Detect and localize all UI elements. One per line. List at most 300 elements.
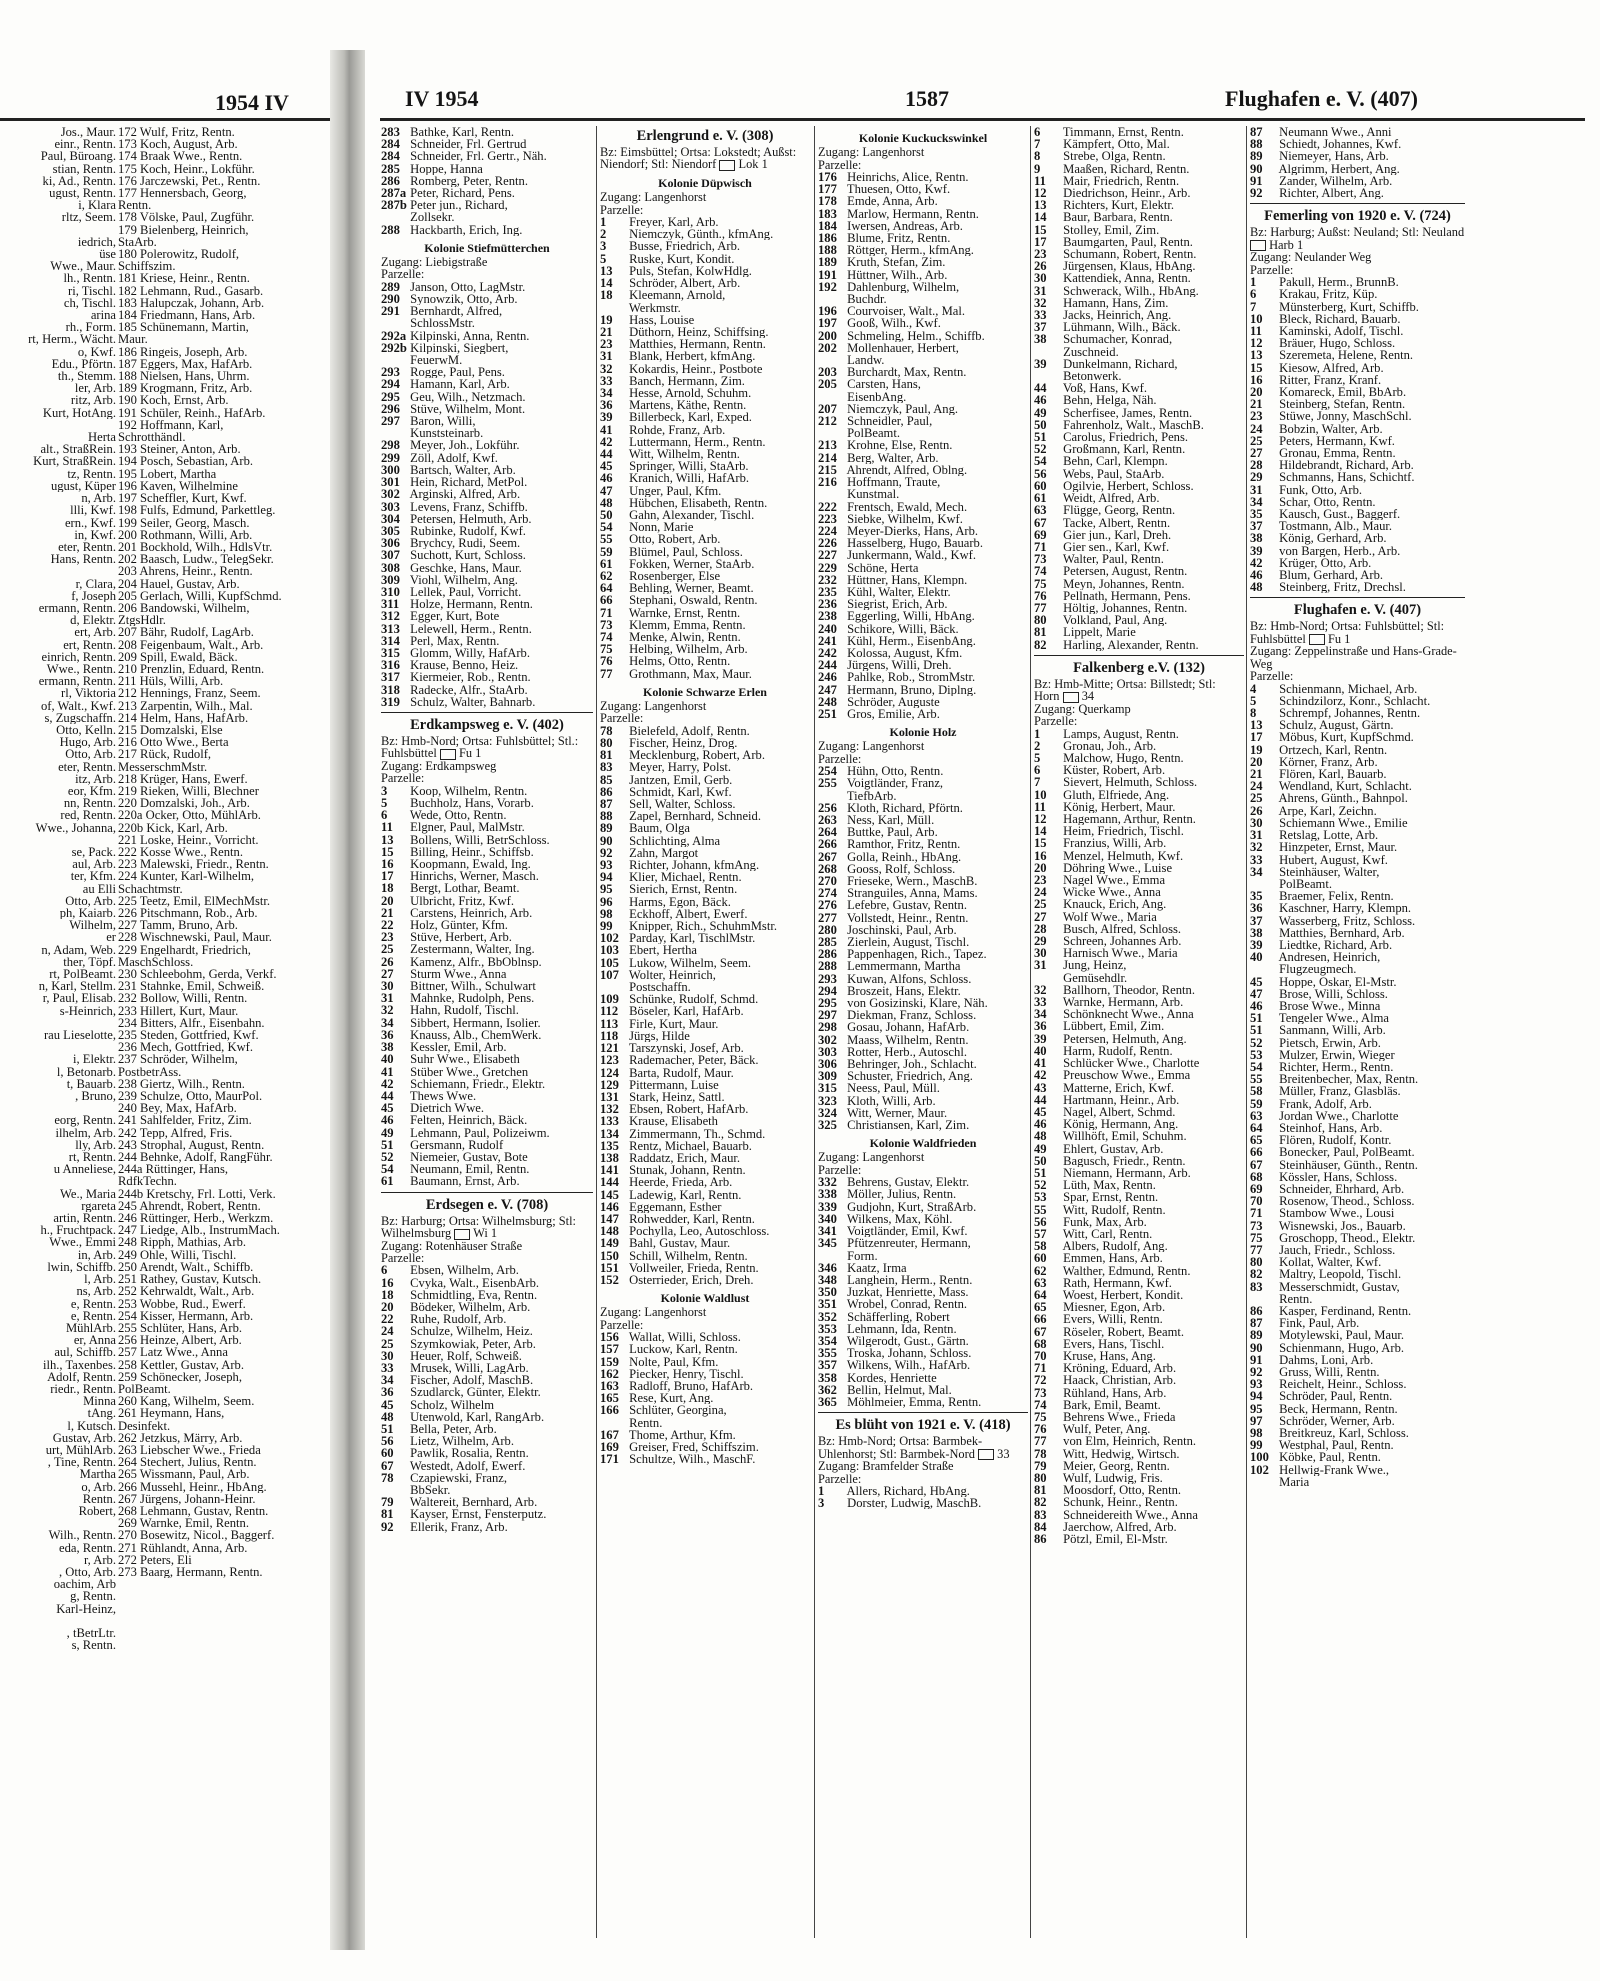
plot-number: 80 [1034, 614, 1047, 627]
directory-entry [818, 464, 1028, 476]
entry-text: Warnke, Emil, Rentn. [136, 1517, 249, 1530]
plot-number: 44 [1034, 382, 1047, 395]
directory-entry [1250, 780, 1465, 792]
entry-text: Utenwold, Karl, RangArb. [407, 1410, 545, 1424]
section-meta-office: Fu 1 [458, 746, 482, 761]
entry-text: Kattendiek, Anna, Rentn. [1060, 272, 1191, 285]
entry-text: Romberg, Peter, Rentn. [407, 174, 528, 188]
cut-entry-fragment: rgareta [81, 1199, 116, 1213]
plot-number: 42 [381, 1077, 394, 1090]
entry-text: Niemczyk, Paul, Ang. [844, 402, 959, 416]
entry-text: Bonecker, Paul, PolBeamt. [1276, 1146, 1415, 1159]
cut-entry-fragment: e, Rentn. [70, 1297, 116, 1310]
plot-number: 62 [600, 569, 613, 583]
directory-entry [118, 163, 328, 175]
plot-number: 52 [1250, 1036, 1263, 1049]
directory-entry [1034, 972, 1244, 984]
entry-text: Hinzpeter, Ernst, Maur. [1276, 841, 1398, 854]
entry-text: Ripph, Mathias, Arb. [136, 1236, 247, 1249]
plot-number: 28 [1034, 922, 1047, 936]
entry-text: Steinhof, Hans, Arb. [1276, 1121, 1383, 1135]
entry-text: Cvyka, Walt., EisenbArb. [407, 1276, 540, 1289]
running-head-right: Flughafen e. V. (407) [1225, 86, 1418, 111]
entry-text: Schüler, Reinh., HafArb. [136, 406, 266, 419]
entry-text: Springer, Willi, StaArb. [626, 460, 749, 473]
entry-text: Hoppe, Oskar, El-Mstr. [1276, 975, 1397, 988]
entry-text: Helms, Otto, Rentn. [626, 655, 731, 668]
entry-text: Schöne, Herta [844, 561, 919, 574]
plot-number: 23 [381, 931, 394, 944]
entry-text: Krause, Elisabeth [626, 1115, 718, 1128]
directory-entry [1034, 236, 1244, 248]
plot-number: 196 [118, 479, 137, 493]
section-meta [600, 146, 810, 171]
entry-text: Krogmann, Fritz, Arb. [136, 382, 253, 395]
directory-entry [1034, 1057, 1244, 1069]
directory-entry [818, 912, 1028, 924]
plot-number: 71 [1034, 540, 1047, 554]
entry-text: Lellek, Paul, Vorricht. [407, 585, 522, 599]
entry-text: Schröder, Albert, Arb. [626, 277, 741, 290]
plot-number: 72 [1034, 1374, 1047, 1387]
plot-number: 41 [1034, 1057, 1047, 1070]
directory-entry [600, 920, 810, 932]
section-meta-office: Wi 1 [473, 1225, 498, 1240]
entry-text: Warnke, Ernst, Rentn. [626, 606, 741, 619]
cut-entry-fragment: l, Betonarb. [56, 1065, 116, 1078]
plot-number: 304 [381, 512, 400, 525]
directory-entry [1034, 1533, 1244, 1545]
entry-text: Kröning, Eduard, Arb. [1060, 1362, 1177, 1375]
cut-entry-fragment: ern., Kwf. [64, 516, 116, 529]
plot-number: 229 [818, 561, 837, 574]
entry-text: Schuster, Friedrich, Ang. [844, 1070, 973, 1083]
plot-number: 37 [1250, 520, 1263, 533]
plot-number: 216 [818, 476, 837, 489]
plot-number: 292a [381, 329, 407, 342]
cut-entry-fragment: g, Rentn. [70, 1590, 116, 1603]
entry-text: Ahrens, Günth., Bahnpol. [1276, 792, 1408, 805]
plot-number: 48 [1250, 581, 1263, 594]
entry-text: Hubert, August, Kwf. [1276, 853, 1388, 866]
entry-text: Nonn, Marie [626, 521, 694, 534]
entry-text: Ebsen, Wilhelm, Arb. [407, 1264, 519, 1277]
cut-entry-fragment: ermann, Rentn. [38, 601, 116, 615]
directory-entry [1250, 545, 1465, 557]
directory-entry [1250, 1012, 1465, 1024]
plot-number: 232 [118, 992, 137, 1005]
directory-entry [118, 931, 328, 943]
plot-number: 87 [1250, 1317, 1263, 1330]
directory-entry [1250, 1256, 1465, 1268]
entry-text: Diedrichson, Heinr., Arb. [1060, 187, 1191, 200]
plot-number: 99 [1250, 1439, 1263, 1452]
directory-entry [600, 509, 810, 521]
directory-entry [118, 1517, 328, 1529]
entry-text: Reichelt, Heinr., Schloss. [1276, 1378, 1407, 1391]
running-head-left: IV 1954 [405, 86, 479, 111]
plot-number: 293 [381, 366, 400, 379]
directory-entry [600, 265, 810, 277]
plot-number: 77 [1034, 601, 1047, 615]
plot-number: 315 [818, 1082, 837, 1095]
plot-number: 270 [118, 1529, 137, 1542]
cut-entry-fragment: urt, MühlArb. [45, 1443, 116, 1457]
entry-text: Schröder, Werner, Arb. [1276, 1414, 1395, 1428]
directory-entry [600, 1417, 810, 1429]
entry-text: Wischnewski, Paul, Maur. [136, 931, 272, 944]
directory-entry [381, 464, 593, 476]
entry-text: Eggemann, Esther [626, 1200, 722, 1213]
entry-text: Matthies, Hermann, Rentn. [626, 338, 766, 351]
entry-text: Pahlke, Rob., StromMstr. [844, 671, 976, 684]
entry-text: Schröder, Wilhelm, [136, 1053, 238, 1066]
entry-text: Lehmann, Paul, Polizeiwm. [407, 1126, 550, 1139]
section-parzelle-label: Parzelle: [1034, 714, 1078, 729]
entry-text: Nolte, Paul, Kfm. [626, 1355, 719, 1368]
entry-text: Broszeit, Hans, Elektr. [844, 984, 961, 998]
directory-entry [600, 253, 810, 265]
entry-text: Frank, Adolf, Arb. [1276, 1097, 1372, 1110]
directory-entry [1034, 431, 1244, 443]
cut-entry-fragment: red, Rentn. [60, 809, 116, 822]
plot-number: 2 [600, 228, 607, 241]
directory-entry [1034, 602, 1244, 614]
plot-number: 247 [818, 683, 837, 696]
directory-entry [381, 684, 593, 696]
plot-number: 1 [1034, 727, 1041, 740]
directory-entry [118, 394, 328, 406]
plot-number: 308 [381, 561, 400, 574]
directory-entry [600, 737, 810, 749]
plot-number: 29 [1250, 471, 1263, 484]
entry-text: Koch, August, Arb. [136, 138, 238, 151]
entry-text: Friedmann, Hans, Arb. [136, 309, 256, 322]
plot-number: 12 [1034, 187, 1047, 200]
directory-entry [600, 908, 810, 920]
directory-entry [118, 1212, 328, 1224]
plot-number: 358 [818, 1371, 837, 1384]
section-access: Zugang: Liebigstraße [381, 255, 488, 270]
directory-entry [118, 529, 328, 541]
directory-entry [118, 175, 328, 187]
directory-entry [600, 981, 810, 993]
plot-number: 284 [381, 138, 400, 151]
directory-entry [600, 1152, 810, 1164]
directory-entry [1250, 1329, 1465, 1341]
section-meta [1034, 678, 1244, 703]
plot-number: 13 [600, 264, 613, 278]
plot-number: 51 [1034, 431, 1047, 444]
plot-number: 34 [381, 1374, 394, 1387]
plot-number: 256 [818, 801, 837, 814]
directory-entry [118, 858, 328, 870]
entry-text: Schneider, Ehrhard, Arb. [1276, 1182, 1405, 1196]
plot-number: 61 [600, 557, 613, 570]
entry-text: Gier jun., Karl, Dreh. [1060, 528, 1172, 541]
entry-text: Wilkens, Max, Köhl. [844, 1212, 953, 1226]
plot-number: 51 [381, 1138, 394, 1151]
directory-entry [1250, 963, 1465, 975]
plot-number: 56 [1034, 467, 1047, 480]
cut-entry-fragment: üse [99, 248, 116, 261]
directory-entry [600, 546, 810, 558]
entry-text: Kick, Karl, Arb. [143, 821, 228, 834]
entry-text: Behringer, Joh., Schlacht. [844, 1058, 977, 1071]
directory-entry [381, 598, 593, 610]
entry-text: Kosse Wwe., Rentn. [136, 845, 243, 859]
plot-number: 34 [1250, 865, 1263, 878]
entry-text: Helbing, Wilhelm, Arb. [626, 643, 748, 656]
plot-number: 202 [118, 553, 137, 566]
entry-text: Stranguiles, Anna, Mams. [844, 887, 978, 900]
plot-number: 17 [381, 870, 394, 883]
plot-number: 67 [1034, 1325, 1047, 1338]
plot-number: 19 [600, 313, 613, 326]
plot-number: 241 [118, 1114, 137, 1127]
plot-number: 33 [600, 374, 613, 387]
entry-text: Zahn, Margot [626, 846, 699, 860]
entry-text: Firle, Kurt, Maur. [626, 1017, 719, 1030]
plot-number: 86 [600, 785, 613, 799]
directory-entry [818, 997, 1028, 1009]
entry-text: Geu, Wilh., Netzmach. [407, 390, 526, 403]
entry-text: Hasselberg, Hugo, Bauarb. [844, 537, 983, 550]
entry-text: Geschke, Hans, Maur. [407, 561, 522, 574]
plot-number: 33 [1250, 853, 1263, 866]
directory-entry [1250, 520, 1465, 532]
directory-entry [381, 586, 593, 598]
plot-number: 179 [118, 223, 137, 236]
plot-number: 311 [381, 598, 400, 611]
directory-entry [600, 607, 810, 619]
plot-number: 87 [1250, 126, 1263, 139]
entry-text: Schienmann, Michael, Arb. [1276, 682, 1418, 695]
plot-number: 32 [1034, 296, 1047, 310]
plot-number: 306 [381, 537, 400, 550]
directory-entry [381, 537, 593, 549]
entry-text: Thews Wwe. [407, 1089, 477, 1103]
plot-number: 25 [381, 943, 394, 956]
directory-entry [818, 244, 1028, 256]
plot-number: 64 [1250, 1121, 1263, 1135]
directory-entry [818, 1485, 1028, 1497]
cut-entry-fragment: itz, Arb. [75, 772, 116, 785]
directory-entry [118, 541, 328, 553]
plot-number: 62 [1034, 1264, 1047, 1277]
cut-entry-fragment: o, Arb. [81, 1480, 116, 1493]
plot-number: 92 [1250, 1366, 1263, 1379]
entry-text: Schiemann, Friedr., Elektr. [407, 1077, 546, 1090]
directory-entry [118, 260, 328, 272]
plot-number: 46 [1250, 568, 1263, 582]
directory-entry [1034, 1387, 1244, 1399]
directory-entry [118, 992, 328, 1004]
entry-text: Kunstmal. [844, 488, 900, 501]
entry-text: Bandowski, Wilhelm, [136, 601, 250, 615]
plot-number: 12 [1250, 337, 1263, 350]
plot-number: 7 [1034, 138, 1041, 151]
directory-entry [818, 1237, 1028, 1249]
entry-text: Bartsch, Walter, Arb. [407, 463, 516, 477]
plot-number: 16 [381, 858, 394, 871]
plot-number: 23 [600, 338, 613, 351]
plot-number: 324 [818, 1106, 837, 1120]
entry-list [818, 171, 1028, 720]
entry-text: Knauss, Alb., ChemWerk. [407, 1028, 542, 1042]
directory-entry [381, 1374, 593, 1386]
entry-text: Sierich, Ernst, Rentn. [626, 883, 738, 896]
plot-number: 302 [381, 488, 400, 501]
plot-number: 102 [600, 932, 619, 945]
entry-text: Meier, Georg, Rentn. [1060, 1459, 1170, 1472]
entry-text: Dietrich Wwe. [407, 1102, 485, 1115]
entry-text: Zimmermann, Th., Schmd. [626, 1127, 766, 1140]
directory-entry [1034, 1179, 1244, 1191]
entry-text: Schar, Otto, Rentn. [1276, 495, 1376, 508]
plot-number: 309 [381, 573, 400, 586]
directory-entry [818, 936, 1028, 948]
entry-text: Jung, Heinz, [1060, 959, 1127, 972]
plot-number: 19 [1250, 743, 1263, 756]
directory-entry [818, 293, 1028, 305]
plot-number: 242 [818, 646, 837, 660]
plot-number: 52 [1034, 443, 1047, 456]
directory-entry [118, 455, 328, 467]
entry-text: Wilkens, Wilh., HafArb. [844, 1359, 971, 1372]
entry-text: Unger, Paul, Kfm. [626, 484, 722, 497]
directory-entry [118, 944, 328, 956]
section-meta [381, 1215, 593, 1240]
entry-text: Voß, Hans, Kwf. [1060, 382, 1147, 395]
directory-entry [1250, 927, 1465, 939]
entry-text: Jürgens, Willi, Dreh. [844, 659, 952, 672]
directory-entry [381, 211, 593, 223]
entry-text: Marlow, Hermann, Rentn. [844, 207, 979, 220]
directory-entry [818, 183, 1028, 195]
entry-text: Bähr, Rudolf, LagArb. [136, 626, 254, 639]
plot-number: 70 [1034, 1349, 1047, 1363]
entry-text: Schünemann, Martin, [136, 321, 249, 334]
book-gutter [330, 50, 365, 1950]
plot-number: 255 [818, 777, 837, 790]
directory-entry [1250, 410, 1465, 422]
section-meta-office: Harb 1 [1269, 237, 1304, 252]
entry-text: Andresen, Heinrich, [1276, 951, 1381, 964]
entry-text: Schulze, Otto, MaurPol. [136, 1090, 263, 1103]
plot-number: 220a [118, 809, 143, 822]
plot-number: 213 [818, 439, 837, 452]
section-title: Erdsegen e. V. (708) [425, 1196, 549, 1213]
entry-text: Martens, Käthe, Rentn. [626, 399, 747, 412]
plot-number: 212 [118, 687, 137, 700]
plot-number: 15 [1250, 361, 1263, 374]
directory-entry [818, 1213, 1028, 1225]
plot-number: 25 [1034, 898, 1047, 911]
column-2 [600, 126, 810, 1465]
plot-number: 231 [118, 980, 137, 993]
directory-entry [1250, 1171, 1465, 1183]
plot-number: 107 [600, 968, 619, 982]
entry-text: Neess, Paul, Müll. [844, 1082, 940, 1095]
directory-entry [381, 1484, 593, 1496]
directory-entry [600, 387, 810, 399]
plot-number: 36 [1250, 902, 1263, 915]
entry-text: Waltereit, Bernhard, Arb. [407, 1496, 538, 1509]
cut-entry-fragment: artin, Rentn. [53, 1212, 116, 1225]
section-access: Zugang: Langenhorst [818, 1150, 925, 1165]
section-access: Zugang: Langenhorst [600, 699, 707, 713]
section-title: Kolonie Stiefmütterchen [424, 240, 550, 255]
entry-text: Gronau, Emma, Rentn. [1276, 446, 1396, 460]
directory-entry [381, 968, 593, 980]
entry-text: Funk, Otto, Arb. [1276, 483, 1363, 496]
directory-entry [1034, 590, 1244, 602]
plot-number: 223 [818, 512, 837, 525]
plot-number: 7 [1034, 776, 1041, 789]
mailbox-icon [1250, 240, 1266, 251]
directory-entry [1250, 187, 1465, 199]
directory-entry [118, 809, 328, 821]
cut-entry-fragment: ri, Tischl. [68, 284, 116, 297]
entry-text: Zestermann, Walter, Ing. [407, 943, 535, 956]
directory-entry [118, 1200, 328, 1212]
entry-text: Otto, Robert, Arb. [626, 533, 721, 546]
directory-entry [818, 305, 1028, 317]
directory-entry [1250, 423, 1465, 435]
directory-entry [1034, 1045, 1244, 1057]
directory-entry [1250, 1342, 1465, 1354]
plot-number: 81 [381, 1508, 394, 1521]
header-rule [380, 118, 1585, 121]
directory-entry [1250, 731, 1465, 743]
plot-number: 177 [818, 183, 837, 196]
directory-entry [600, 859, 810, 871]
plot-number: 220b [118, 821, 144, 834]
plot-number: 205 [118, 589, 137, 602]
entry-text: Kiesow, Alfred, Arb. [1276, 361, 1384, 374]
directory-entry [1034, 752, 1244, 764]
plot-number: 48 [1034, 1130, 1047, 1143]
cut-entry-fragment: aul, Schiffb. [54, 1346, 116, 1359]
plot-number: 42 [1250, 556, 1263, 569]
directory-entry [381, 281, 593, 293]
plot-number: 173 [118, 138, 137, 151]
entry-text: Bathke, Karl, Rentn. [407, 126, 515, 139]
directory-entry [818, 220, 1028, 232]
plot-number: 264 [818, 826, 837, 839]
entry-text: Hass, Louise [626, 313, 695, 326]
entry-text: Willhöft, Emil, Schuhm. [1060, 1130, 1187, 1143]
directory-entry [1250, 1207, 1465, 1219]
entry-text: Langhein, Herm., Rentn. [844, 1273, 973, 1287]
plot-number: 254 [118, 1309, 137, 1322]
directory-entry [600, 216, 810, 228]
plot-number: 259 [118, 1370, 137, 1383]
entry-text: Bagusch, Friedr., Rentn. [1060, 1154, 1186, 1167]
entry-text: PolBeamt. [118, 1382, 171, 1396]
directory-entry [818, 488, 1028, 500]
entry-text: Hahn, Rudolf, Tischl. [407, 1004, 519, 1017]
plot-number: 192 [818, 280, 837, 294]
mailbox-icon [440, 749, 456, 760]
plot-number: 297 [381, 415, 400, 428]
entry-text: Giertz, Wilh., Rentn. [136, 1077, 245, 1091]
entry-text: Pötzl, Emil, El-Mstr. [1060, 1533, 1168, 1546]
directory-entry [381, 574, 593, 586]
plot-number: 280 [818, 923, 837, 937]
entry-text: Röttger, Herm., kfmAng. [844, 244, 974, 257]
